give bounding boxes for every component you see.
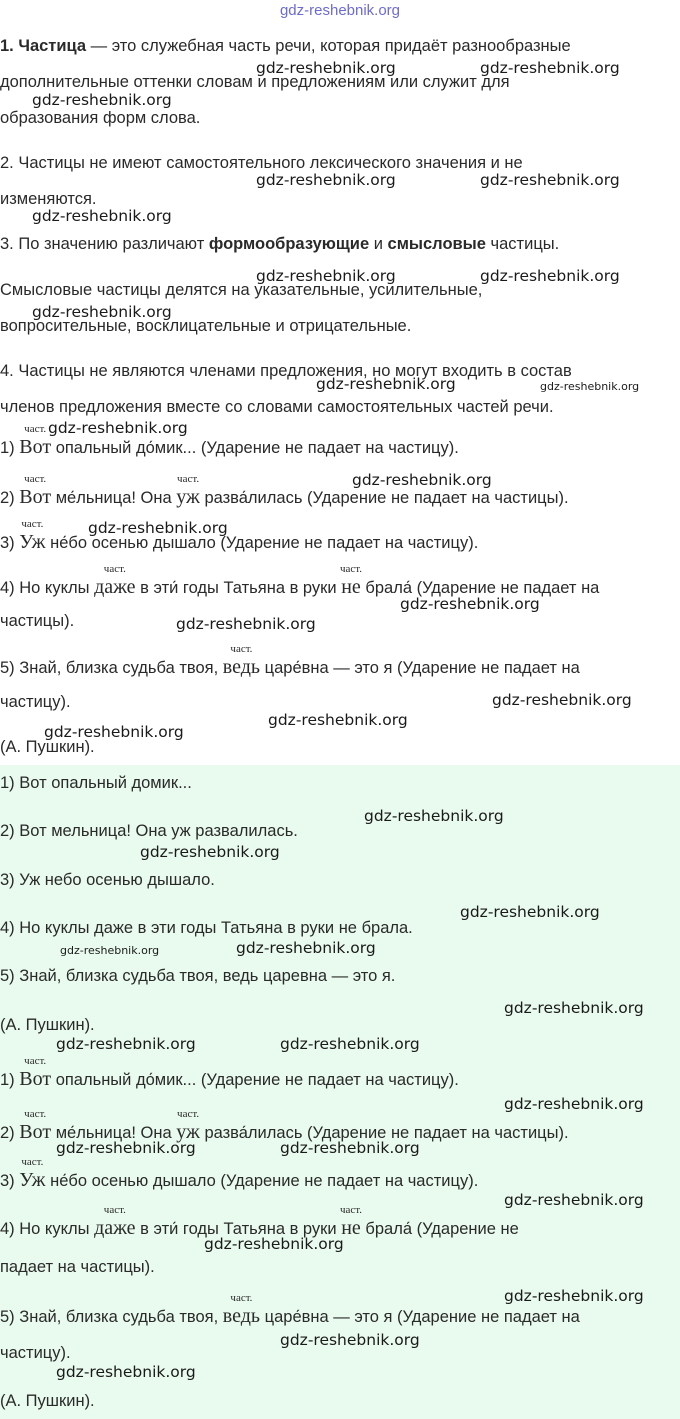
example-a-4-line2: частицы). [0,612,75,630]
sentence-text: в эти́ годы Татьяна в руки [140,579,337,597]
watermark: gdz-reshebnik.org [280,1035,420,1053]
sentence-number: 2) [0,489,15,507]
particle-word [19,518,46,553]
example-a-5-line2: частицу). [0,693,71,711]
watermark: gdz-reshebnik.org [32,303,172,321]
watermark: gdz-reshebnik.org [56,1035,196,1053]
example-b-1 [0,1055,459,1091]
particle-word [19,1156,46,1191]
theory-p4-line1: Смысловые частицы делятся на указательные, усилительные, [0,281,483,299]
example-b-5 [0,1292,580,1328]
sentence-text: 4) Но куклы [0,1220,90,1238]
p1-number: 1. [0,37,14,55]
example-a-author: (А. Пушкин). [0,738,95,756]
sentence-text: царе́вна — это я (Ударение не падает на [264,1308,580,1326]
plain-sentence-2: 2) Вот мельница! Она уж развалилась. [0,822,298,840]
p3-term-b: смысловые [387,235,486,253]
particle-text: Уж [19,1169,46,1191]
particle-label: част. [339,1204,363,1216]
sentence-text: брала́ (Ударение не падает на [365,579,600,597]
p1-term: Частица [18,37,87,55]
sentence-text: ме́льница! Она [55,1124,172,1142]
particle-text: Вот [19,486,52,508]
particle-text: не [341,1217,361,1239]
particle-label: част. [230,643,253,655]
particle-text: ведь [222,1305,261,1327]
watermark: gdz-reshebnik.org [60,944,160,957]
particle-label: част. [21,1156,44,1168]
particle-label: част. [103,563,126,575]
watermark: gdz-reshebnik.org [56,1139,196,1157]
sentence-text: разва́лилась (Ударение не падает на частицы). [204,489,569,507]
sentence-text: не́бо осенью дышало (Ударение не падает на частицу). [50,534,479,552]
particle-label: част. [103,1204,126,1216]
particle-word [176,473,200,508]
particle-text: уж [176,486,200,508]
theory-p3 [0,235,559,254]
watermark: gdz-reshebnik.org [280,1139,420,1157]
particle-text: Уж [19,531,46,553]
watermark: gdz-reshebnik.org [492,691,632,709]
particle-label: част. [21,518,44,530]
watermark: gdz-reshebnik.org [504,1191,644,1209]
sentence-text: 4) Но куклы [0,579,90,597]
watermark: gdz-reshebnik.org [540,380,640,393]
theory-p2-line1: 2. Частицы не имеют самостоятельного лексического значения и не [0,154,523,172]
sentence-text: ме́льница! Она [55,489,172,507]
example-b-3 [0,1156,479,1192]
sentence-text: опальный до́мик... (Ударение не падает на частицу). [55,1071,459,1089]
watermark: gdz-reshebnik.org [176,615,316,633]
plain-sentence-3: 3) Уж небо осенью дышало. [0,871,215,889]
watermark: gdz-reshebnik.org [364,807,504,825]
particle-text: Вот [19,1068,52,1090]
watermark: gdz-reshebnik.org [32,207,172,225]
sentence-text: царе́вна — это я (Ударение не падает на [264,659,580,677]
watermark: gdz-reshebnik.org [56,1363,196,1381]
sentence-text: в эти́ годы Татьяна в руки [140,1220,337,1238]
particle-text: Вот [19,436,52,458]
example-b-author: (А. Пушкин). [0,1392,95,1410]
plain-sentence-1: 1) Вот опальный домик... [0,774,192,792]
sentence-text: 5) Знай, близка судьба твоя, [0,659,219,677]
watermark: gdz-reshebnik.org [268,711,408,729]
sentence-number: 1) [0,1071,15,1089]
example-a-5 [0,643,580,679]
watermark: gdz-reshebnik.org [48,419,188,437]
particle-word [339,563,363,598]
particle-text: ведь [222,656,261,678]
watermark: gdz-reshebnik.org [480,59,620,77]
watermark: gdz-reshebnik.org [256,59,396,77]
particle-label: част. [24,1108,47,1120]
particle-label: част. [24,473,47,485]
watermark: gdz-reshebnik.org [504,1287,644,1305]
particle-label: част. [230,1292,253,1304]
sentence-number: 1) [0,439,15,457]
particle-word [222,1292,261,1327]
p3-text-a: 3. По значению различают [0,235,205,253]
theory-p2-line2: изменяются. [0,190,97,208]
watermark: gdz-reshebnik.org [460,903,600,921]
particle-label: част. [339,563,363,575]
particle-label: част. [24,1055,47,1067]
watermark: gdz-reshebnik.org [88,519,228,537]
particle-label: част. [177,473,200,485]
sentence-text: 5) Знай, близка судьба твоя, [0,1308,219,1326]
particle-word [19,423,52,458]
sentence-number: 2) [0,1124,15,1142]
watermark: gdz-reshebnik.org [256,267,396,285]
watermark: gdz-reshebnik.org [32,91,172,109]
example-b-5-line2: частицу). [0,1344,71,1362]
p1-text: — это служебная часть речи, которая придаёт разнообразные [90,37,571,55]
theory-p1-line2: дополнительные оттенки словам и предложениям или служит для [0,73,510,91]
theory-p5-line1: 4. Частицы не являются членами предложения, но могут входить в состав [0,362,572,380]
theory-p1-line3: образования форм слова. [0,109,201,127]
particle-label: част. [24,423,47,435]
plain-sentence-5: 5) Знай, близка судьба твоя, ведь царевна — это я. [0,967,396,985]
watermark: gdz-reshebnik.org [256,171,396,189]
particle-text: даже [94,576,136,598]
watermark: gdz-reshebnik.org [504,999,644,1017]
particle-word [19,1055,52,1090]
watermark: gdz-reshebnik.org [280,1331,420,1349]
particle-word [94,563,136,598]
sentence-text: опальный до́мик... (Ударение не падает на частицу). [55,439,459,457]
particle-text: даже [94,1217,136,1239]
sentence-text: разва́лилась (Ударение не падает на частицы). [204,1124,569,1142]
watermark: gdz-reshebnik.org [480,267,620,285]
p3-term-a: формообразующие [208,235,370,253]
sentence-text: брала́ (Ударение не [365,1220,519,1238]
particle-word [339,1204,363,1239]
particle-text: Вот [19,1121,52,1143]
p3-text-c: частицы. [490,235,560,253]
watermark: gdz-reshebnik.org [140,843,280,861]
site-header[interactable]: gdz-reshebnik.org [279,2,401,19]
sentence-text: не́бо осенью дышало (Ударение не падает на частицу). [50,1172,479,1190]
watermark: gdz-reshebnik.org [400,595,540,613]
theory-p4-line2: вопросительные, восклицательные и отрицательные. [0,317,412,335]
watermark: gdz-reshebnik.org [204,1235,344,1253]
watermark: gdz-reshebnik.org [480,171,620,189]
particle-word [19,473,52,508]
particle-word [19,1108,52,1143]
watermark: gdz-reshebnik.org [236,939,376,957]
plain-author: (А. Пушкин). [0,1016,95,1034]
theory-p1-line1 [0,37,571,56]
particle-text: не [341,576,361,598]
sentence-number: 3) [0,534,15,552]
p3-text-b: и [373,235,383,253]
watermark: gdz-reshebnik.org [44,723,184,741]
sentence-number: 3) [0,1172,15,1190]
particle-word [222,643,261,678]
particle-text: уж [176,1121,200,1143]
theory-p5-line2: членов предложения вместе со словами самостоятельных частей речи. [0,398,554,416]
example-b-4-line2: падает на частицы). [0,1258,155,1276]
watermark: gdz-reshebnik.org [352,471,492,489]
watermark: gdz-reshebnik.org [316,375,456,393]
watermark: gdz-reshebnik.org [504,1095,644,1113]
particle-word [94,1204,136,1239]
plain-sentence-4: 4) Но куклы даже в эти годы Татьяна в руки не брала. [0,919,413,937]
particle-label: част. [177,1108,200,1120]
